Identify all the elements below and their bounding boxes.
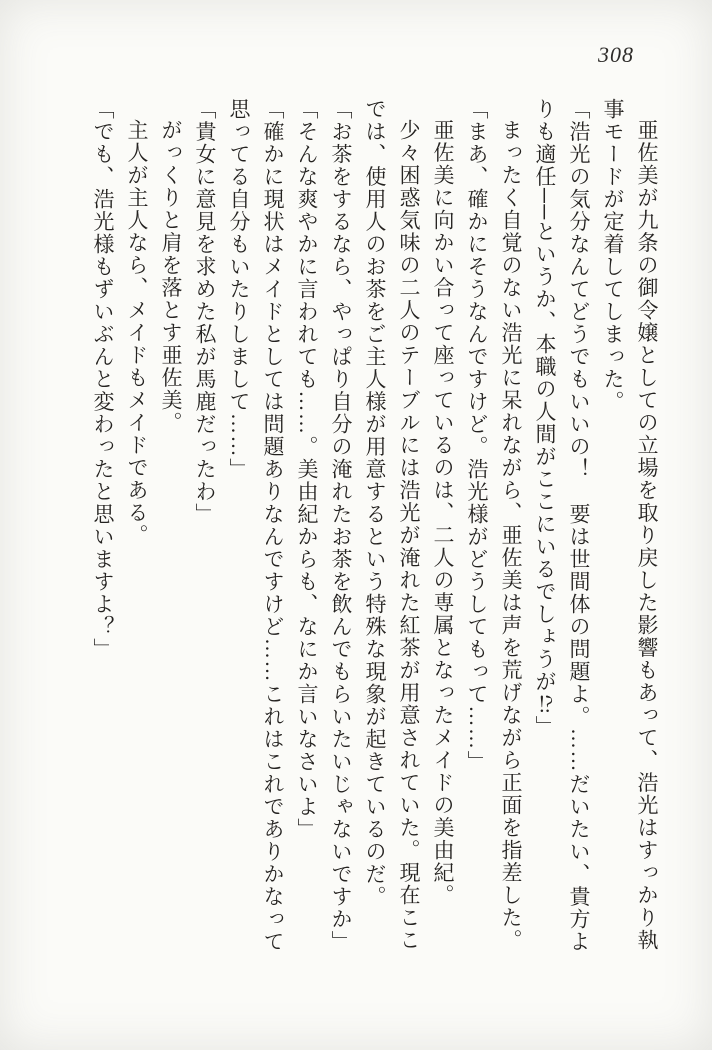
text-line: がっくりと肩を落とす亜佐美。: [159, 119, 183, 434]
text-line: 事モードが定着してしまった。: [601, 98, 625, 413]
text-line: まったく自覚のない浩光に呆れながら、亜佐美は声を荒げながら正面を指差した。: [499, 119, 523, 952]
text-line: 「そんな爽やかに言われても……。美由紀からも、なにか言いなさいよ」: [295, 98, 319, 841]
text-line: 主人が主人なら、メイドもメイドである。: [125, 119, 149, 547]
text-line: 思ってる自分もいたりしまして……」: [227, 98, 251, 481]
text-line: では、使用人のお茶をご主人様が用意するという特殊な現象が起きているのだ。: [363, 98, 387, 908]
text-line: 亜佐美が九条の御令嬢としての立場を取り戻した影響もあって、浩光はすっかり執: [635, 119, 659, 952]
text-line: 「確かに現状はメイドとしては問題ありなんですけど……これはこれでありかなって: [261, 98, 285, 953]
text-line: 「浩光の気分なんてどうでもいいの！ 要は世間体の問題よ。……だいたい、貴方よ: [567, 98, 591, 953]
text-line: 「でも、浩光様もずいぶんと変わったと思いますよ？」: [91, 98, 115, 661]
text-line: 「お茶をするなら、やっぱり自分の淹れたお茶を飲んでもらいたいじゃないですか」: [329, 98, 353, 953]
page-number: 308: [598, 42, 634, 67]
text-line: 少々困惑気味の二人のテーブルには浩光が淹れた紅茶が用意されていた。現在ここ: [397, 119, 421, 952]
text-line: 「貴女に意見を求めた私が馬鹿だったわ」: [193, 98, 217, 526]
text-line: 「まあ、確かにそうなんですけど。浩光様がどうしてもって……」: [465, 98, 489, 773]
text-line: りも適任──というか、本職の人間がここにいるでしょうが⁉」: [533, 98, 557, 739]
text-line: 亜佐美に向かい合って座っているのは、二人の専属となったメイドの美由紀。: [431, 119, 455, 907]
vertical-text-block: [79, 98, 664, 973]
